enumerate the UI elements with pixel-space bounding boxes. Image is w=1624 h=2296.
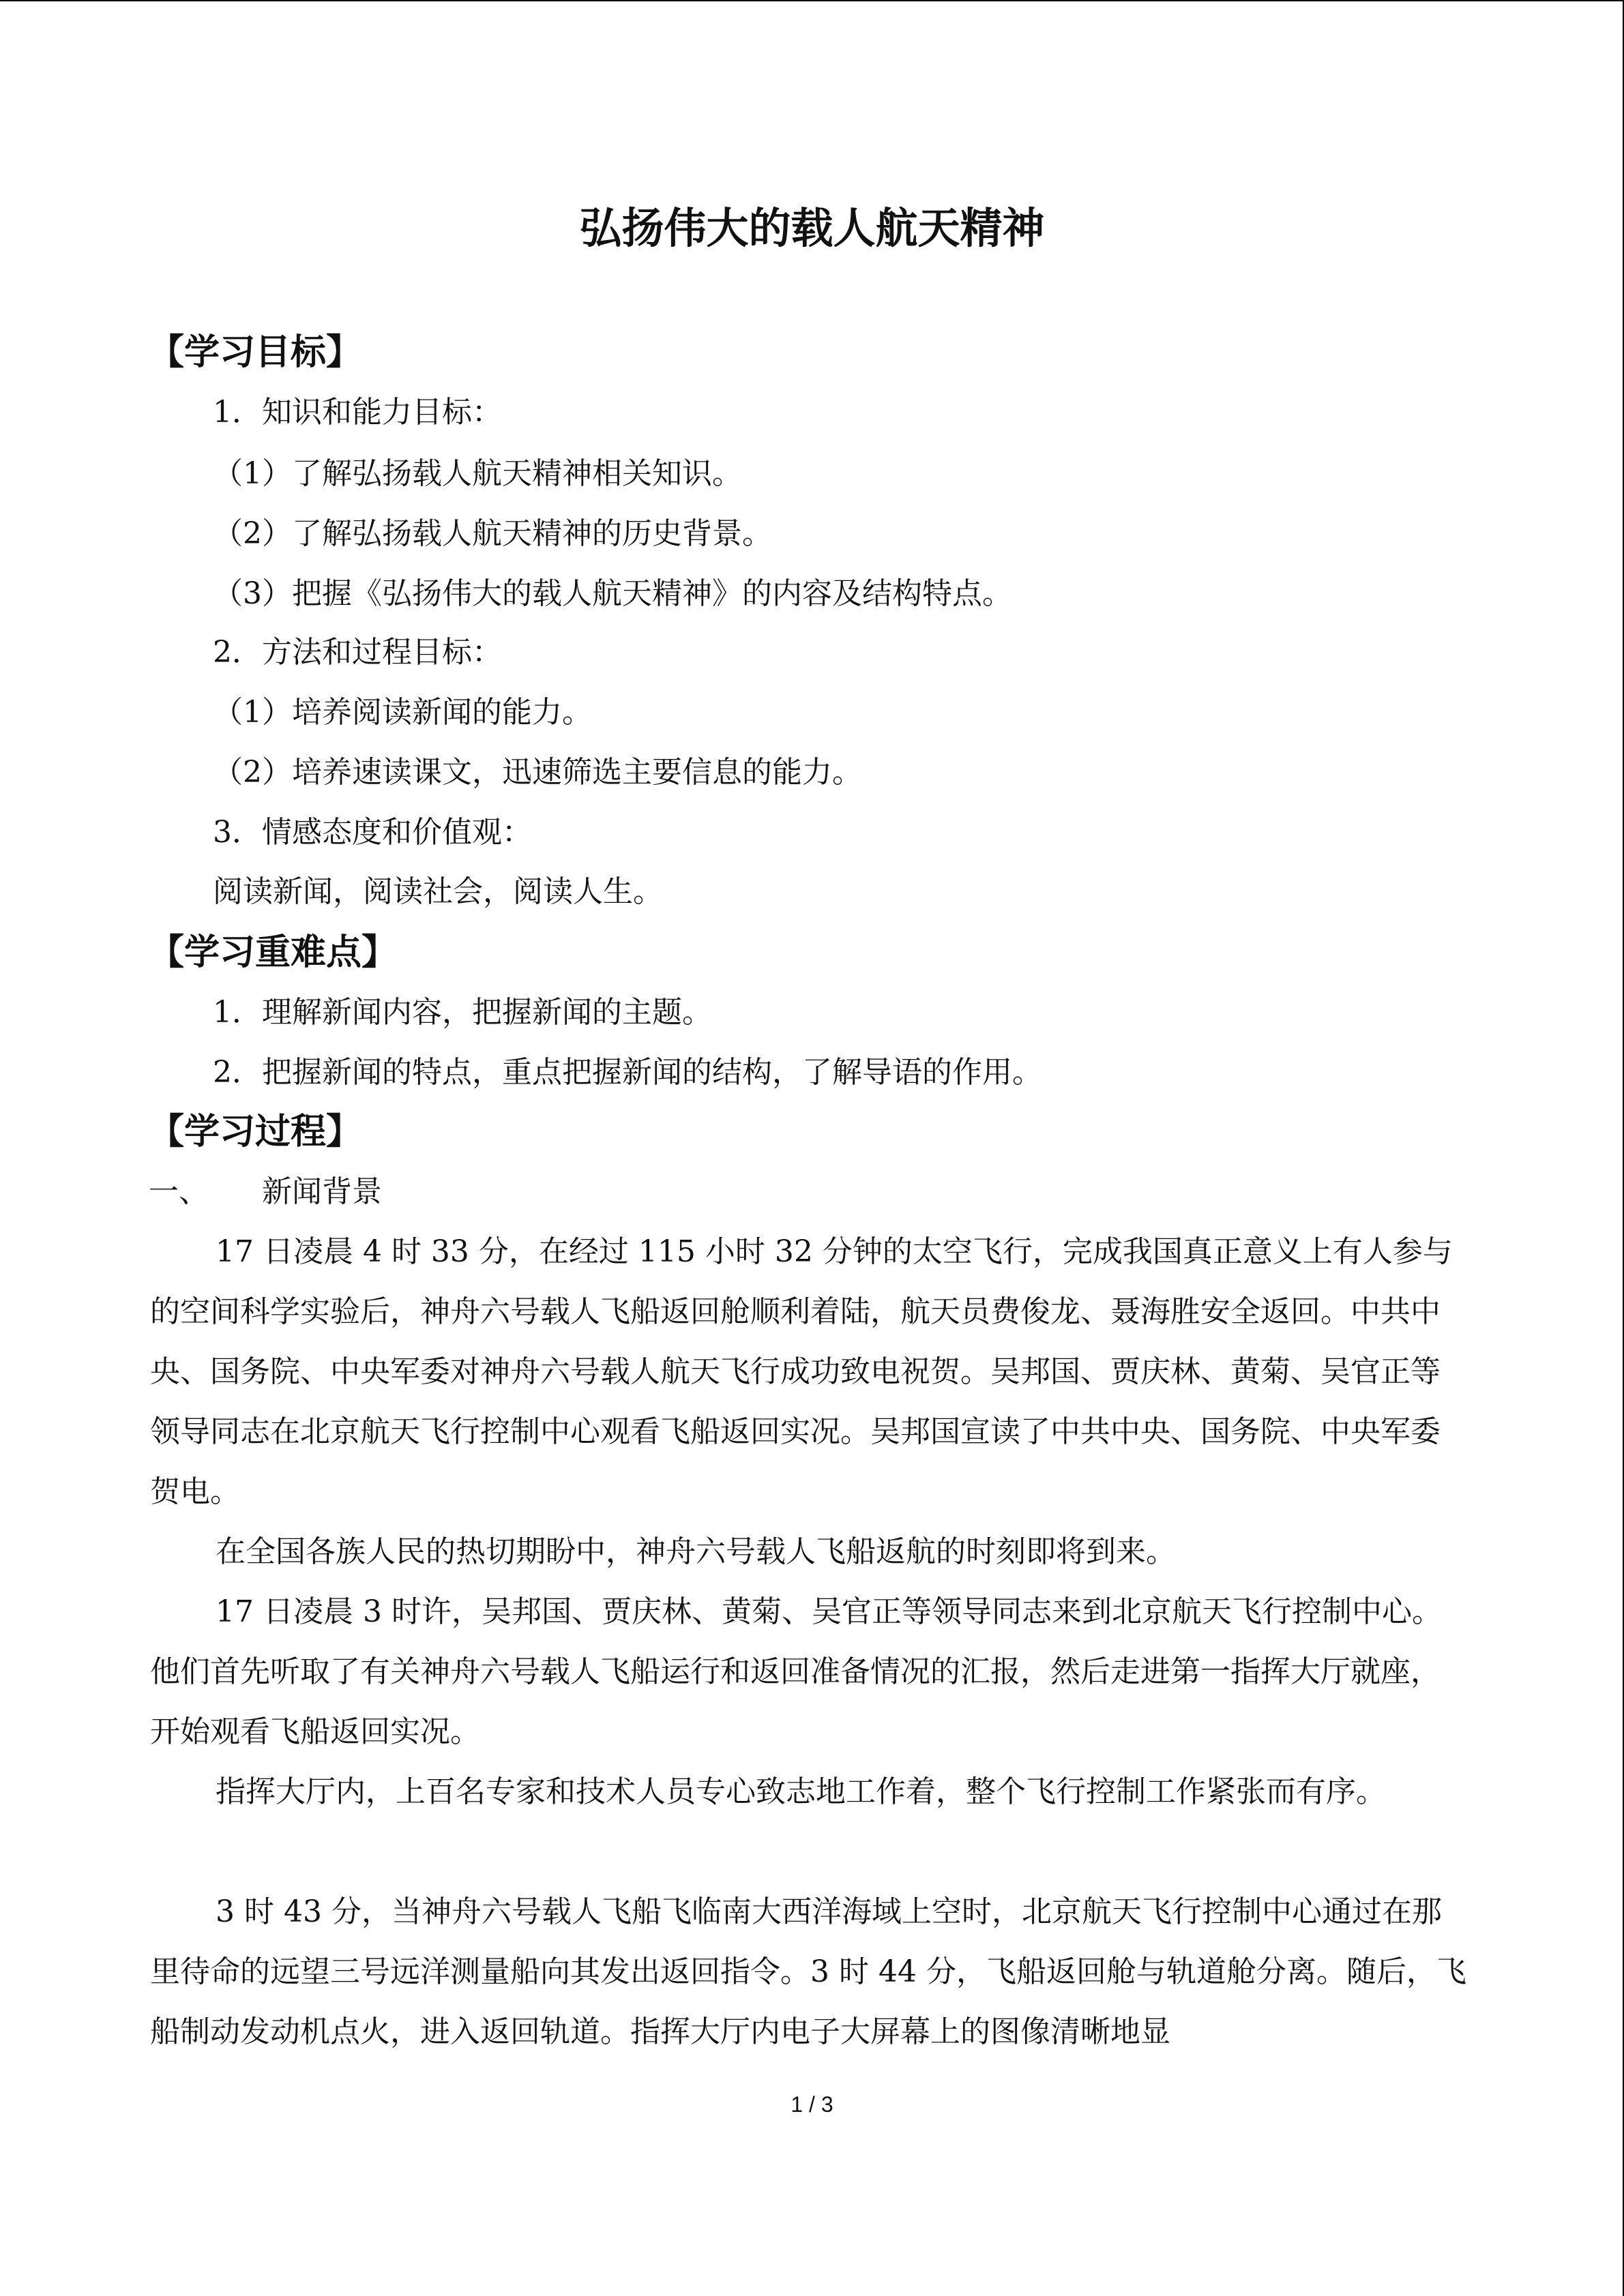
objective-knowledge-2: （2）了解弘扬载人航天精神的历史背景。 [213,516,772,551]
page-border-top [0,0,1624,1]
subsection-number: 一、 [149,1174,209,1209]
objective-knowledge-1: （1）了解弘扬载人航天精神相关知识。 [213,456,742,491]
heading-objectives: 【学习目标】 [149,331,362,373]
heading-key-points: 【学习重难点】 [149,931,398,973]
key-point-2: 2．把握新闻的特点，重点把握新闻的结构，了解导语的作用。 [213,1055,1042,1090]
paragraph: 3 时 43 分，当神舟六号载人飞船飞临南大西洋海域上空时，北京航天飞行控制中心通过在那里待命的远望三号远洋测量船向其发出返回指令。3 时 44 分，飞船返回舱与轨道舱分离。随后，飞船制动发动机点火，进入返回轨道。指挥大厅内电子大屏幕上的图像清晰地显 [150,1894,1466,2049]
paragraph: 17 日凌晨 4 时 33 分，在经过 115 小时 32 分钟的太空飞行，完成我国真正意义上有人参与的空间科学实验后，神舟六号载人飞船返回舱顺利着陆，航天员费俊龙、聂海胜安全返回。中共中央、国务院、中央军委对神舟六号载人航天飞行成功致电祝贺。吴邦国、贾庆林、黄菊、吴官正等领导同志在北京航天飞行控制中心观看飞船返回实况。吴邦国宣读了中共中央、国务院、中央军委贺电。 [150,1234,1453,1509]
subsection-label: 新闻背景 [262,1174,382,1209]
page-title: 弘扬伟大的载人航天精神 [579,203,1045,253]
key-point-1: 1．理解新闻内容，把握新闻的主题。 [213,995,712,1030]
objective-method-1: （1）培养阅读新闻的能力。 [213,695,592,730]
objective-attitude: 3．情感态度和价值观： [213,815,532,850]
objective-attitude-1: 阅读新闻，阅读社会，阅读人生。 [213,874,663,909]
paragraph: 指挥大厅内，上百名专家和技术人员专心致志地工作着，整个飞行控制工作紧张而有序。 [216,1774,1386,1809]
objective-knowledge: 1．知识和能力目标： [213,395,502,430]
objective-method-2: （2）培养速读课文，迅速筛选主要信息的能力。 [213,755,862,790]
paragraph: 17 日凌晨 3 时许，吴邦国、贾庆林、黄菊、吴官正等领导同志来到北京航天飞行控制中心。他们首先听取了有关神舟六号载人飞船运行和返回准备情况的汇报，然后走进第一指挥大厅就座，开始观看飞船返回实况。 [150,1594,1442,1749]
heading-process: 【学习过程】 [149,1111,362,1152]
objective-method: 2．方法和过程目标： [213,635,502,670]
paragraph: 在全国各族人民的热切期盼中，神舟六号载人飞船返航的时刻即将到来。 [216,1534,1176,1569]
objective-knowledge-3: （3）把握《弘扬伟大的载人航天精神》的内容及结构特点。 [213,576,1012,611]
page-indicator: 1 / 3 [791,2092,833,2117]
